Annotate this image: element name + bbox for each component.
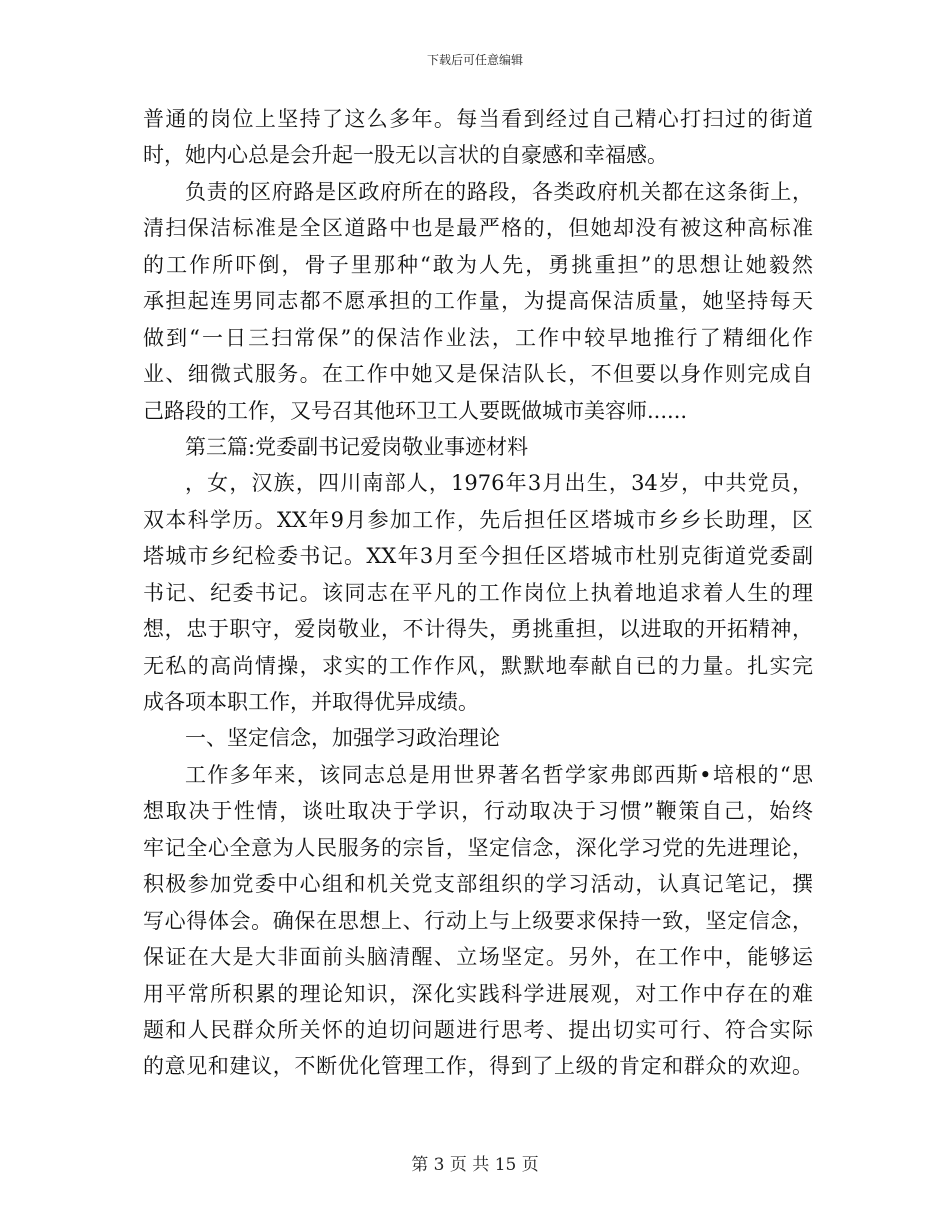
text-line: 成各项本职工作，并取得优异成绩。 — [143, 690, 479, 714]
text-line: 写心得体会。确保在思想上、行动上与上级要求保持一致，坚定信念， — [143, 908, 813, 933]
section-heading: 一、坚定信念，加强学习政治理论 — [185, 726, 500, 751]
text-line: 无私的高尚情操，求实的工作作风，默默地奉献自已的力量。扎实完 — [143, 653, 813, 678]
section-heading: 第三篇:党委副书记爱岗敬业事迹材料 — [185, 434, 529, 459]
text-line: ，女，汉族，四川南部人，1976年3月出生，34岁，中共党员， — [185, 471, 813, 496]
text-line: 题和人民群众所关怀的迫切问题进行思考、提出切实可行、符合实际 — [143, 1017, 813, 1042]
text-line: 书记、纪委书记。该同志在平凡的工作岗位上执着地追求着人生的理 — [143, 580, 813, 605]
text-line: 想，忠于职守，爱岗敬业，不计得失，勇挑重担，以进取的开拓精神， — [143, 617, 813, 642]
text-line: 的意见和建议，不断优化管理工作，得到了上级的肯定和群众的欢迎。 — [143, 1054, 813, 1079]
text-line: 积极参加党委中心组和机关党支部组织的学习活动，认真记笔记，撰 — [143, 872, 813, 897]
document-body — [143, 101, 813, 1085]
text-line: 用平常所积累的理论知识，深化实践科学进展观，对工作中存在的难 — [143, 981, 813, 1006]
text-line: 保证在大是大非面前头脑清醒、立场坚定。另外，在工作中，能够运 — [143, 945, 813, 970]
text-line: 己路段的工作，又号召其他环卫工人要既做城市美容师...... — [143, 398, 688, 423]
text-line: 的工作所吓倒，骨子里那种“敢为人先，勇挑重担”的思想让她毅然 — [143, 252, 813, 277]
page-number: 第 3 页 共 15 页 — [411, 1155, 539, 1175]
text-line: 工作多年来，该同志总是用世界著名哲学家弗郎西斯•培根的“思 — [185, 762, 813, 787]
text-line: 双本科学历。XX年9月参加工作，先后担任区塔城市乡乡长助理，区 — [143, 507, 813, 532]
text-line: 普通的岗位上坚持了这么多年。每当看到经过自己精心打扫过的街道 — [143, 107, 813, 131]
text-line: 想取决于性情，谈吐取决于学识，行动取决于习惯”鞭策自己，始终 — [143, 799, 813, 824]
text-line: 做到“一日三扫常保”的保洁作业法，工作中较早地推行了精细化作 — [143, 325, 813, 350]
text-line: 业、细微式服务。在工作中她又是保洁队长，不但要以身作则完成自 — [143, 362, 813, 387]
page-header: 下载后可任意编辑 — [426, 53, 523, 67]
text-line: 塔城市乡纪检委书记。XX年3月至今担任区塔城市杜别克街道党委副 — [143, 544, 813, 569]
text-line: 负责的区府路是区政府所在的路段，各类政府机关都在这条街上， — [185, 179, 813, 204]
text-line: 牢记全心全意为人民服务的宗旨，坚定信念，深化学习党的先进理论， — [143, 835, 813, 860]
text-line: 承担起连男同志都不愿承担的工作量，为提高保洁质量，她坚持每天 — [143, 289, 813, 314]
text-line: 清扫保洁标准是全区道路中也是最严格的，但她却没有被这种高标准 — [143, 216, 813, 241]
text-line: 时，她内心总是会升起一股无以言状的自豪感和幸福感。 — [143, 143, 668, 168]
